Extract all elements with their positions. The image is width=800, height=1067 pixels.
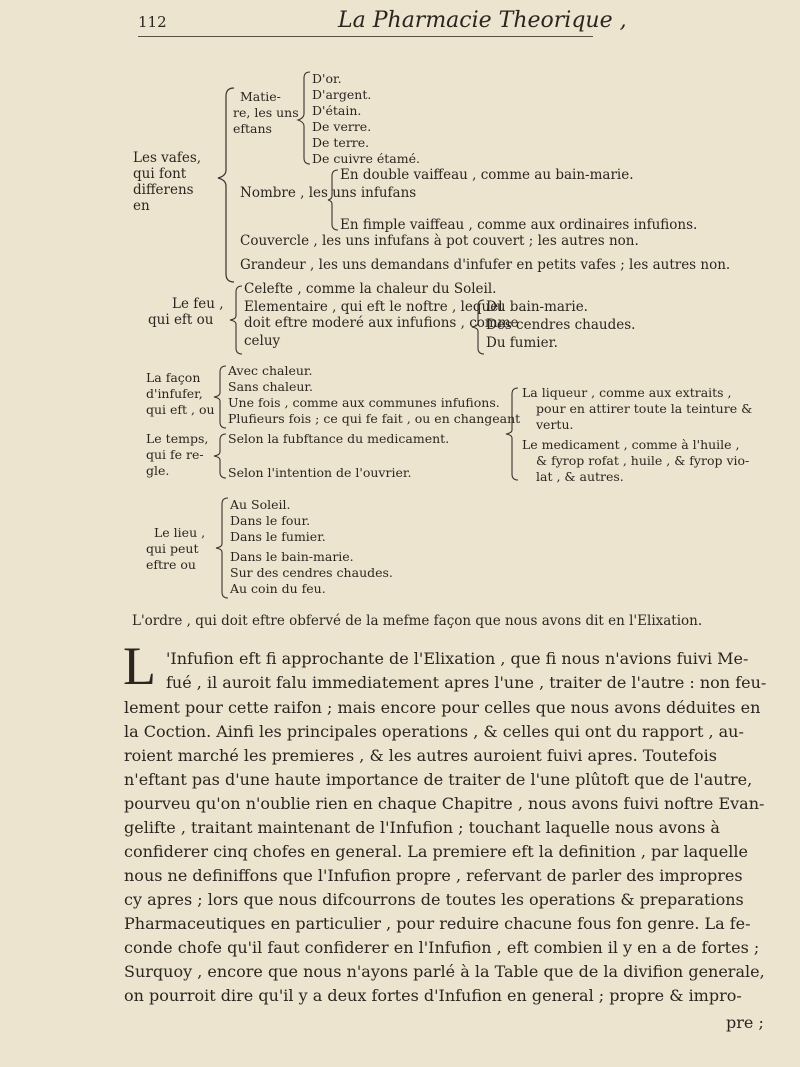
header-rule <box>138 36 593 37</box>
materials-brace <box>296 70 312 166</box>
lieu-label-2: qui peut <box>146 541 199 556</box>
lieu-fumier: Dans le fumier. <box>230 529 326 544</box>
temps-label-2: qui fe re- <box>146 447 204 462</box>
body-line: confiderer cinq chofes en general. La premiere eft la definition , par laquelle <box>124 842 748 861</box>
facon-sans-chaleur: Sans chaleur. <box>228 379 313 394</box>
running-title: La Pharmacie Theorique , <box>338 8 627 33</box>
couvercle-line: Couvercle , les uns infufans à pot couvert ; les autres non. <box>240 233 639 249</box>
facon-plusieurs-fois: Plufieurs fois ; ce qui fe fait , ou en changeant <box>228 411 521 426</box>
body-line-1: 'Infufion eft fi approchante de l'Elixation , que fi nous n'avions fuivi Me- <box>166 649 749 668</box>
temps-brace <box>212 432 228 480</box>
ordre-line: L'ordre , qui doit eftre obfervé de la mefme façon que nous avons dit en l'Elixation. <box>132 613 703 629</box>
facon-label-2: d'infufer, <box>146 386 203 401</box>
matiere-label-1: Matie- <box>240 89 281 104</box>
body-line: conde chofe qu'il faut confiderer en l'Infufion , eft combien il y en a de fortes ; <box>124 938 760 957</box>
facon-right-3: vertu. <box>536 417 574 432</box>
feu-celeste: Celefte , comme la chaleur du Soleil. <box>244 281 497 297</box>
feu-opts-brace <box>470 298 486 356</box>
facon-right-6: lat , & autres. <box>536 469 624 484</box>
material-tin: D'étain. <box>312 103 362 118</box>
temps-intention: Selon l'intention de l'ouvrier. <box>228 465 412 480</box>
matiere-label-2: re, les uns <box>233 105 299 120</box>
vases-label-1: Les vafes, <box>133 150 202 166</box>
facon-brace <box>212 364 228 430</box>
body-line: gelifte , traitant maintenant de l'Infufion ; touchant laquelle nous avons à <box>124 818 720 837</box>
body-line-2: fué , il auroit falu immediatement apres l'une , traiter de l'autre : non feu- <box>166 673 767 692</box>
feu-brace <box>226 284 244 356</box>
lieu-bain-marie: Dans le bain-marie. <box>230 549 354 564</box>
nombre-double: En double vaiffeau , comme au bain-marie. <box>340 167 634 183</box>
temps-label-3: gle. <box>146 463 170 478</box>
body-line: lement pour cette raifon ; mais encore pour celles que nous avons déduites en <box>124 698 761 717</box>
lieu-label-1: Le lieu , <box>154 525 206 540</box>
material-glass: De verre. <box>312 119 372 134</box>
feu-elementaire-3: celuy <box>244 333 281 349</box>
feu-elementaire-2: doit eftre moderé aux infufions , comme <box>244 315 519 331</box>
nombre-brace <box>326 168 340 232</box>
lieu-four: Dans le four. <box>230 513 311 528</box>
vases-label-3: differens <box>133 182 194 198</box>
body-line: cy apres ; lors que nous difcourrons de toutes les operations & preparations <box>124 890 744 909</box>
facon-label-3: qui eft , ou <box>146 402 215 417</box>
temps-label-1: Le temps, <box>146 431 209 446</box>
nombre-simple: En fimple vaiffeau , comme aux ordinaires infufions. <box>340 217 698 233</box>
feu-fumier: Du fumier. <box>486 335 558 351</box>
temps-substance: Selon la fubftance du medicament. <box>228 431 450 446</box>
matiere-label-3: eftans <box>233 121 272 136</box>
feu-label-1: Le feu , <box>172 296 224 312</box>
feu-cendres: Des cendres chaudes. <box>486 317 636 333</box>
nombre-label: Nombre , les uns infufans <box>240 185 417 201</box>
facon-right-2: pour en attirer toute la teinture & <box>536 401 753 416</box>
material-copper: De cuivre étamé. <box>312 151 420 166</box>
body-line: Surquoy , encore que nous n'ayons parlé à la Table que de la divifion generale, <box>124 962 765 981</box>
feu-elementaire-1: Elementaire , qui eft le noftre , lequel <box>244 299 503 315</box>
facon-une-fois: Une fois , comme aux communes infufions. <box>228 395 500 410</box>
body-line: Pharmaceutiques en particulier , pour reduire chacune fous fon genre. La fe- <box>124 914 751 933</box>
body-line: n'eftant pas d'une haute importance de traiter de l'une plûtoft que de l'autre, <box>124 770 753 789</box>
body-line: roient marché les premieres , & les autres auroient fuivi apres. Toutefois <box>124 746 717 765</box>
body-line: nous ne definiffons que l'Infufion propre , refervant de parler des impropres <box>124 866 743 885</box>
lieu-brace <box>212 496 230 600</box>
catchword: pre ; <box>726 1013 764 1032</box>
material-gold: D'or. <box>312 71 342 86</box>
material-silver: D'argent. <box>312 87 372 102</box>
grandeur-line: Grandeur , les uns demandans d'infufer en petits vafes ; les autres non. <box>240 257 731 273</box>
feu-label-2: qui eft ou <box>148 312 214 328</box>
lieu-coin-feu: Au coin du feu. <box>230 581 326 596</box>
drop-cap: L <box>123 636 156 696</box>
body-line: pourveu qu'on n'oublie rien en chaque Chapitre , nous avons fuivi noftre Evan- <box>124 794 765 813</box>
lieu-label-3: eftre ou <box>146 557 196 572</box>
lieu-soleil: Au Soleil. <box>230 497 291 512</box>
page-number: 112 <box>138 13 167 31</box>
vases-brace <box>198 86 238 286</box>
vases-label-4: en <box>133 198 150 214</box>
lieu-cendres: Sur des cendres chaudes. <box>230 565 393 580</box>
feu-bain-marie: Du bain-marie. <box>486 299 588 315</box>
vases-label-2: qui font <box>133 166 187 182</box>
material-earth: De terre. <box>312 135 370 150</box>
body-line: on pourroit dire qu'il y a deux fortes d'Infufion en general ; propre & impro- <box>124 986 742 1005</box>
facon-right-1: La liqueur , comme aux extraits , <box>522 385 732 400</box>
body-line: la Coction. Ainfi les principales operations , & celles qui ont du rapport , au- <box>124 722 744 741</box>
facon-avec-chaleur: Avec chaleur. <box>228 363 313 378</box>
facon-label-1: La façon <box>146 370 201 385</box>
facon-right-5: & fyrop rofat , huile , & fyrop vio- <box>536 453 750 468</box>
facon-right-4: Le medicament , comme à l'huile , <box>522 437 740 452</box>
facon-right-brace <box>504 386 520 482</box>
